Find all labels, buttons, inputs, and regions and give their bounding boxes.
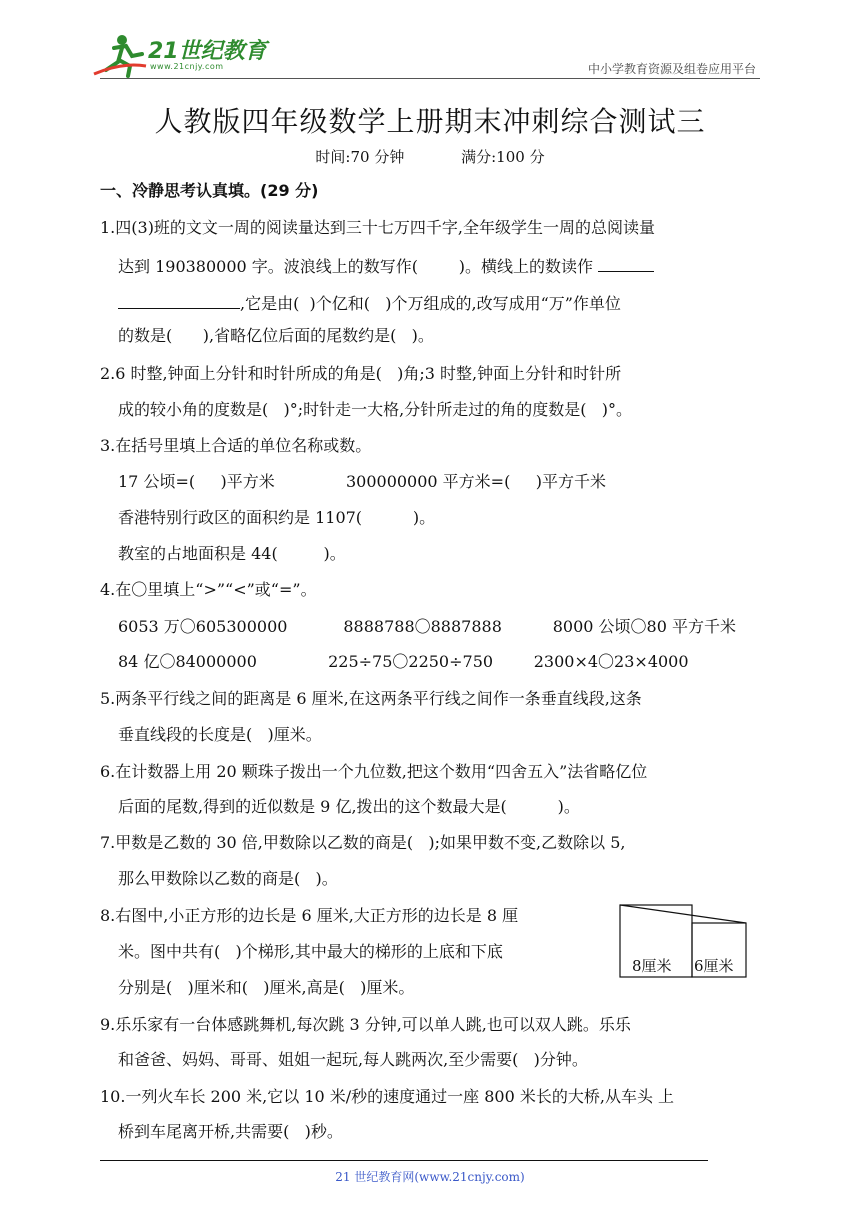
question-3-line-4: 教室的占地面积是 44( )。 — [118, 544, 346, 563]
trapezoid-figure — [618, 903, 748, 983]
answer-blank[interactable] — [118, 292, 240, 309]
question-9-line-2: 和爸爸、妈妈、哥哥、姐姐一起玩,每人跳两次,至少需要( )分钟。 — [118, 1050, 588, 1069]
question-8-line-3: 分别是( )厘米和( )厘米,高是( )厘米。 — [118, 978, 415, 997]
question-4-line-3: 84 亿〇84000000 225÷75〇2250÷750 2300×4〇23×4000 — [118, 652, 689, 671]
question-3-line-1: 3.在括号里填上合适的单位名称或数。 — [100, 436, 372, 455]
logo-url: www.21cnjy.com — [150, 62, 224, 71]
exam-time: 时间:70 分钟 — [315, 148, 405, 166]
footer-divider — [100, 1160, 708, 1161]
question-1-line-3-text: ,它是由( )个亿和( )个万组成的,改写成用“万”作单位 — [240, 294, 621, 313]
question-2-line-1: 2.6 时整,钟面上分针和时针所成的角是( )角;3 时整,钟面上分针和时针所 — [100, 364, 622, 383]
page-title: 人教版四年级数学上册期末冲刺综合测试三 — [154, 105, 706, 138]
question-6-line-2: 后面的尾数,得到的近似数是 9 亿,拨出的这个数最大是( )。 — [118, 797, 580, 816]
figure-label-small: 6厘米 — [694, 957, 734, 975]
section-heading: 一、冷静思考认真填。(29 分) — [100, 181, 319, 200]
exam-meta — [0, 146, 860, 167]
question-7-line-2: 那么甲数除以乙数的商是( )。 — [118, 869, 338, 888]
header-divider — [100, 78, 760, 79]
footer-link[interactable]: 21 世纪教育网(www.21cnjy.com) — [335, 1170, 525, 1184]
answer-blank[interactable] — [598, 255, 654, 272]
question-3-line-2: 17 公顷=( )平方米 300000000 平方米=( )平方千米 — [118, 472, 606, 491]
exam-score: 满分:100 分 — [461, 148, 545, 166]
question-4-line-2: 6053 万〇605300000 8888788〇8887888 8000 公顷〇80 平方千米 — [118, 617, 736, 636]
question-6-line-1: 6.在计数器上用 20 颗珠子拨出一个九位数,把这个数用“四舍五入”法省略亿位 — [100, 762, 648, 781]
question-1-line-3 — [118, 292, 621, 314]
question-10-line-1: 10.一列火车长 200 米,它以 10 米/秒的速度通过一座 800 米长的大桥,从车头 上 — [100, 1087, 675, 1106]
question-1-line-2 — [118, 255, 654, 277]
question-3-line-3: 香港特别行政区的面积约是 1107( )。 — [118, 508, 436, 527]
question-8-line-2: 米。图中共有( )个梯形,其中最大的梯形的上底和下底 — [118, 942, 503, 961]
question-4-line-1: 4.在〇里填上“>”“<”或“=”。 — [100, 580, 317, 599]
question-5-line-1: 5.两条平行线之间的距离是 6 厘米,在这两条平行线之间作一条垂直线段,这条 — [100, 689, 642, 708]
question-5-line-2: 垂直线段的长度是( )厘米。 — [118, 725, 322, 744]
question-1-line-2-text: 达到 190380000 字。波浪线上的数写作( )。横线上的数读作 — [118, 257, 593, 276]
question-2-line-2: 成的较小角的度数是( )°;时针走一大格,分针所走过的角的度数是( )°。 — [118, 400, 632, 419]
logo-text: 21世纪教育 — [148, 39, 267, 64]
question-7-line-1: 7.甲数是乙数的 30 倍,甲数除以乙数的商是( );如果甲数不变,乙数除以 5, — [100, 833, 626, 852]
question-1-line-1: 1.四(3)班的文文一周的阅读量达到三十七万四千字,全年级学生一周的总阅读量 — [100, 218, 656, 237]
question-1-line-4: 的数是( ),省略亿位后面的尾数约是( )。 — [118, 326, 434, 345]
question-9-line-1: 9.乐乐家有一台体感跳舞机,每次跳 3 分钟,可以单人跳,也可以双人跳。乐乐 — [100, 1015, 631, 1034]
question-8-line-1: 8.右图中,小正方形的边长是 6 厘米,大正方形的边长是 8 厘 — [100, 906, 519, 925]
platform-name: 中小学教育资源及组卷应用平台 — [587, 62, 756, 76]
question-10-line-2: 桥到车尾离开桥,共需要( )秒。 — [118, 1122, 343, 1141]
page-header — [0, 0, 860, 80]
figure-label-big: 8厘米 — [632, 957, 672, 975]
